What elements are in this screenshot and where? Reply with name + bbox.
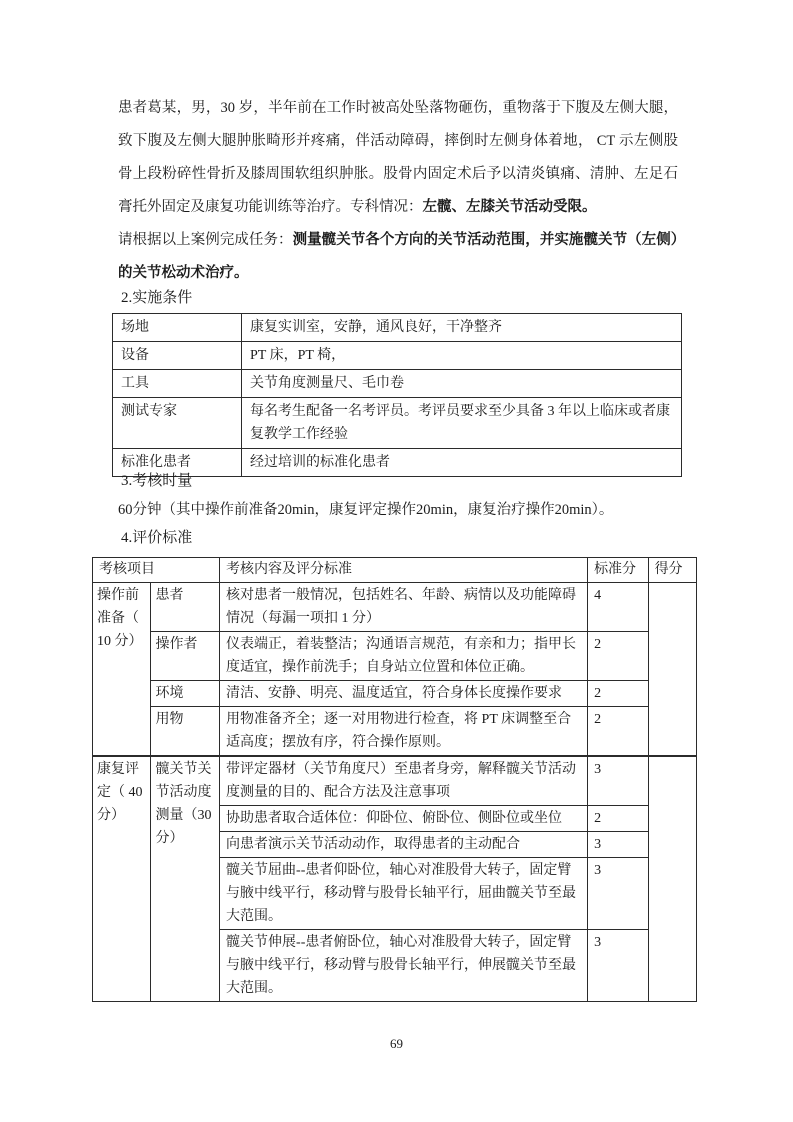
header-item-cell: 考核项目 — [93, 558, 220, 583]
task-bold-text: 测量髋关节各个方向的关节活动范围，并实施髋关节（左侧）的关节松动术治疗。 — [118, 232, 679, 281]
eval-subitem-cell: 操作者 — [151, 632, 220, 681]
eval-content-cell: 清洁、安静、明亮、温度适宜，符合身体长度操作要求 — [220, 681, 588, 707]
header-score-cell: 得分 — [648, 558, 696, 583]
section-heading-implementation: 2.实施条件 — [121, 290, 193, 306]
eval-subitem-cell: 患者 — [151, 583, 220, 632]
table-row — [93, 756, 697, 806]
eval-content-cell: 用物准备齐全；逐一对用物进行检查，将 PT 床调整至合适高度；摆放有序，符合操作原则。 — [220, 707, 588, 757]
case-description-text: 患者葛某，男，30 岁，半年前在工作时被高处坠落物砸伤，重物落于下腹及左侧大腿，致下腹及左侧大腿肿胀畸形并疼痛，伴活动障碍，摔倒时左侧身体着地， CT 示左侧股骨上段粉碎性骨折及膝周围软组织肿胀。股骨内固定术后予以清炎镇痛、清肿、左足石膏托外固定及康复功能训练等治疗。专科情况： — [118, 100, 678, 215]
eval-standard-score-cell: 2 — [588, 681, 649, 707]
header-standard-score-cell: 标准分 — [588, 558, 649, 583]
condition-label-cell: 标准化患者 — [113, 449, 242, 477]
header-content-cell: 考核内容及评分标准 — [220, 558, 588, 583]
eval-content-cell: 协助患者取合适体位：仰卧位、俯卧位、侧卧位或坐位 — [220, 806, 588, 832]
table-header-row — [93, 558, 697, 583]
condition-value-cell: PT 床，PT 椅， — [242, 342, 682, 370]
section-heading-evaluation: 4.评价标准 — [121, 530, 193, 546]
eval-content-cell: 带评定器材（关节角度尺）至患者身旁，解释髋关节活动度测量的目的、配合方法及注意事项 — [220, 756, 588, 806]
eval-standard-score-cell: 2 — [588, 707, 649, 757]
condition-value-cell: 每名考生配备一名考评员。考评员要求至少具备 3 年以上临床或者康复教学工作经验 — [242, 398, 682, 449]
table-row — [113, 370, 682, 398]
case-paragraph — [118, 92, 678, 224]
eval-content-cell: 髋关节屈曲--患者仰卧位，轴心对准股骨大转子，固定臂与腋中线平行，移动臂与股骨长轴平行，屈曲髋关节至最大范围。 — [220, 858, 588, 930]
table-row — [113, 314, 682, 342]
eval-subitem-cell: 环境 — [151, 681, 220, 707]
eval-standard-score-cell: 3 — [588, 930, 649, 1002]
conditions-table — [112, 313, 682, 477]
table-row — [113, 449, 682, 477]
table-row — [93, 707, 697, 757]
eval-content-cell: 向患者演示关节活动动作，取得患者的主动配合 — [220, 832, 588, 858]
eval-section-name-cell: 康复评定（ 40 分） — [93, 756, 151, 1002]
eval-standard-score-cell: 3 — [588, 858, 649, 930]
eval-standard-score-cell: 3 — [588, 756, 649, 806]
condition-value-cell: 康复实训室，安静，通风良好，干净整齐 — [242, 314, 682, 342]
table-row — [93, 583, 697, 632]
eval-content-cell: 仪表端正，着装整洁；沟通语言规范，有亲和力；指甲长度适宜，操作前洗手；自身站立位置和体位正确。 — [220, 632, 588, 681]
task-paragraph — [118, 224, 678, 290]
duration-text: 60分钟（其中操作前准备20min，康复评定操作20min，康复治疗操作20min）。 — [118, 502, 614, 518]
condition-label-cell: 工具 — [113, 370, 242, 398]
eval-standard-score-cell: 4 — [588, 583, 649, 632]
eval-section-name-cell: 操作前准备（ 10 分） — [93, 583, 151, 757]
section-heading-duration: 3.考核时量 — [121, 473, 193, 489]
case-specialty-bold-text: 左髋、左膝关节活动受限。 — [422, 199, 597, 215]
condition-label-cell: 场地 — [113, 314, 242, 342]
page-number: 69 — [390, 1036, 403, 1051]
table-row — [113, 342, 682, 370]
eval-standard-score-cell: 2 — [588, 806, 649, 832]
eval-subitem-cell: 用物 — [151, 707, 220, 757]
evaluation-table — [92, 557, 697, 1002]
task-prefix-text: 请根据以上案例完成任务： — [118, 232, 293, 248]
eval-score-cell — [648, 756, 696, 1002]
eval-standard-score-cell: 3 — [588, 832, 649, 858]
eval-score-cell — [648, 583, 696, 757]
eval-standard-score-cell: 2 — [588, 632, 649, 681]
eval-content-cell: 髋关节伸展--患者俯卧位，轴心对准股骨大转子，固定臂与腋中线平行，移动臂与股骨长轴平行，伸展髋关节至最大范围。 — [220, 930, 588, 1002]
eval-content-cell: 核对患者一般情况，包括姓名、年龄、病情以及功能障碍情况（每漏一项扣 1 分） — [220, 583, 588, 632]
table-row — [93, 632, 697, 681]
condition-label-cell: 测试专家 — [113, 398, 242, 449]
condition-value-cell: 关节角度测量尺、毛巾卷 — [242, 370, 682, 398]
condition-value-cell: 经过培训的标准化患者 — [242, 449, 682, 477]
eval-subitem-cell: 髋关节关节活动度测量（30 分） — [151, 756, 220, 1002]
table-row — [113, 398, 682, 449]
table-row — [93, 681, 697, 707]
condition-label-cell: 设备 — [113, 342, 242, 370]
